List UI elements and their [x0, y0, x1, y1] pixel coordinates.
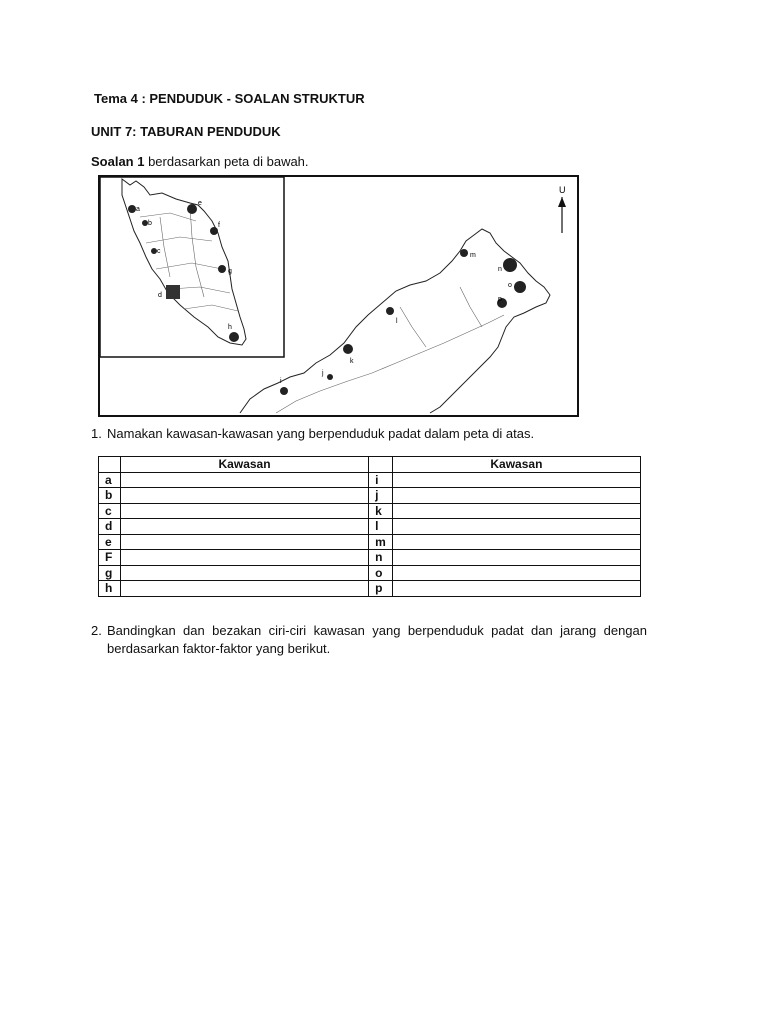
point-k	[343, 344, 354, 365]
svg-text:c: c	[157, 248, 161, 255]
borneo-outline	[240, 229, 550, 413]
row-label-right: m	[369, 534, 393, 550]
svg-text:f: f	[218, 222, 220, 229]
point-o	[508, 281, 526, 293]
answer-cell-left[interactable]	[120, 472, 368, 488]
unit-title: UNIT 7: TABURAN PENDUDUK	[91, 124, 281, 139]
row-label-left: d	[99, 519, 121, 535]
point-n	[498, 258, 517, 273]
svg-text:n: n	[498, 266, 502, 273]
header-kawasan-left: Kawasan	[120, 457, 368, 473]
answer-cell-right[interactable]	[392, 503, 640, 519]
svg-text:e: e	[198, 200, 202, 207]
point-d	[158, 285, 180, 299]
answer-cell-left[interactable]	[120, 519, 368, 535]
row-label-right: p	[369, 581, 393, 597]
row-label-left: a	[99, 472, 121, 488]
answer-cell-left[interactable]	[120, 565, 368, 581]
row-label-left: b	[99, 488, 121, 504]
answer-cell-right[interactable]	[392, 519, 640, 535]
svg-text:h: h	[228, 324, 232, 331]
map-svg	[100, 177, 577, 415]
row-label-left: F	[99, 550, 121, 566]
svg-text:o: o	[508, 282, 512, 289]
soalan-label: Soalan 1	[91, 154, 145, 169]
answer-cell-left[interactable]	[120, 581, 368, 597]
svg-text:g: g	[228, 268, 232, 275]
peninsular-outline	[122, 179, 246, 345]
answer-cell-right[interactable]	[392, 550, 640, 566]
row-label-right: i	[369, 472, 393, 488]
table-row	[99, 488, 641, 504]
svg-text:b: b	[148, 220, 152, 227]
svg-text:l: l	[396, 318, 398, 325]
header-kawasan-right: Kawasan	[392, 457, 640, 473]
answer-cell-right[interactable]	[392, 472, 640, 488]
row-label-right: n	[369, 550, 393, 566]
north-label: U	[559, 185, 566, 195]
row-label-left: g	[99, 565, 121, 581]
table-row	[99, 581, 641, 597]
row-label-right: k	[369, 503, 393, 519]
point-b	[142, 220, 152, 227]
question-2: 2. Bandingkan dan bezakan ciri-ciri kawasan yang berpenduduk padat dan jarang dengan berdasarkan faktor-faktor yang berikut.	[91, 623, 647, 656]
table-header-row	[99, 457, 641, 473]
row-label-right: l	[369, 519, 393, 535]
svg-text:a: a	[136, 206, 140, 213]
soalan-intro	[91, 154, 309, 169]
question-1: 1. Namakan kawasan-kawasan yang berpenduduk padat dalam peta di atas.	[91, 426, 535, 441]
svg-text:d: d	[158, 292, 162, 299]
svg-text:j: j	[322, 370, 324, 377]
theme-title: Tema 4 : PENDUDUK - SOALAN STRUKTUR	[94, 91, 365, 106]
point-m	[460, 249, 476, 259]
table-row	[99, 472, 641, 488]
borneo-inner	[276, 287, 504, 413]
peninsular-states	[140, 207, 238, 311]
answer-cell-right[interactable]	[392, 581, 640, 597]
point-l	[386, 307, 398, 325]
point-j	[321, 370, 333, 380]
table-row	[99, 534, 641, 550]
answer-cell-left[interactable]	[120, 488, 368, 504]
row-label-right: o	[369, 565, 393, 581]
table-row	[99, 519, 641, 535]
answer-cell-left[interactable]	[120, 503, 368, 519]
svg-text:i: i	[280, 378, 282, 385]
answer-cell-right[interactable]	[392, 565, 640, 581]
answer-cell-left[interactable]	[120, 550, 368, 566]
row-label-left: e	[99, 534, 121, 550]
north-arrow-icon	[558, 197, 566, 233]
row-label-left: c	[99, 503, 121, 519]
answer-cell-right[interactable]	[392, 534, 640, 550]
svg-text:p: p	[498, 296, 502, 303]
answer-cell-right[interactable]	[392, 488, 640, 504]
malaysia-map	[98, 175, 579, 417]
table-row	[99, 565, 641, 581]
answer-cell-left[interactable]	[120, 534, 368, 550]
table-row	[99, 503, 641, 519]
row-label-right: j	[369, 488, 393, 504]
kawasan-table	[98, 456, 641, 597]
svg-text:k: k	[350, 358, 354, 365]
point-h	[228, 324, 239, 342]
point-c	[151, 248, 161, 255]
row-label-left: h	[99, 581, 121, 597]
soalan-text: berdasarkan peta di bawah.	[144, 154, 309, 169]
svg-text:m: m	[470, 252, 476, 259]
table-row	[99, 550, 641, 566]
point-a	[128, 205, 140, 213]
point-g	[218, 265, 232, 275]
point-p	[497, 296, 507, 308]
